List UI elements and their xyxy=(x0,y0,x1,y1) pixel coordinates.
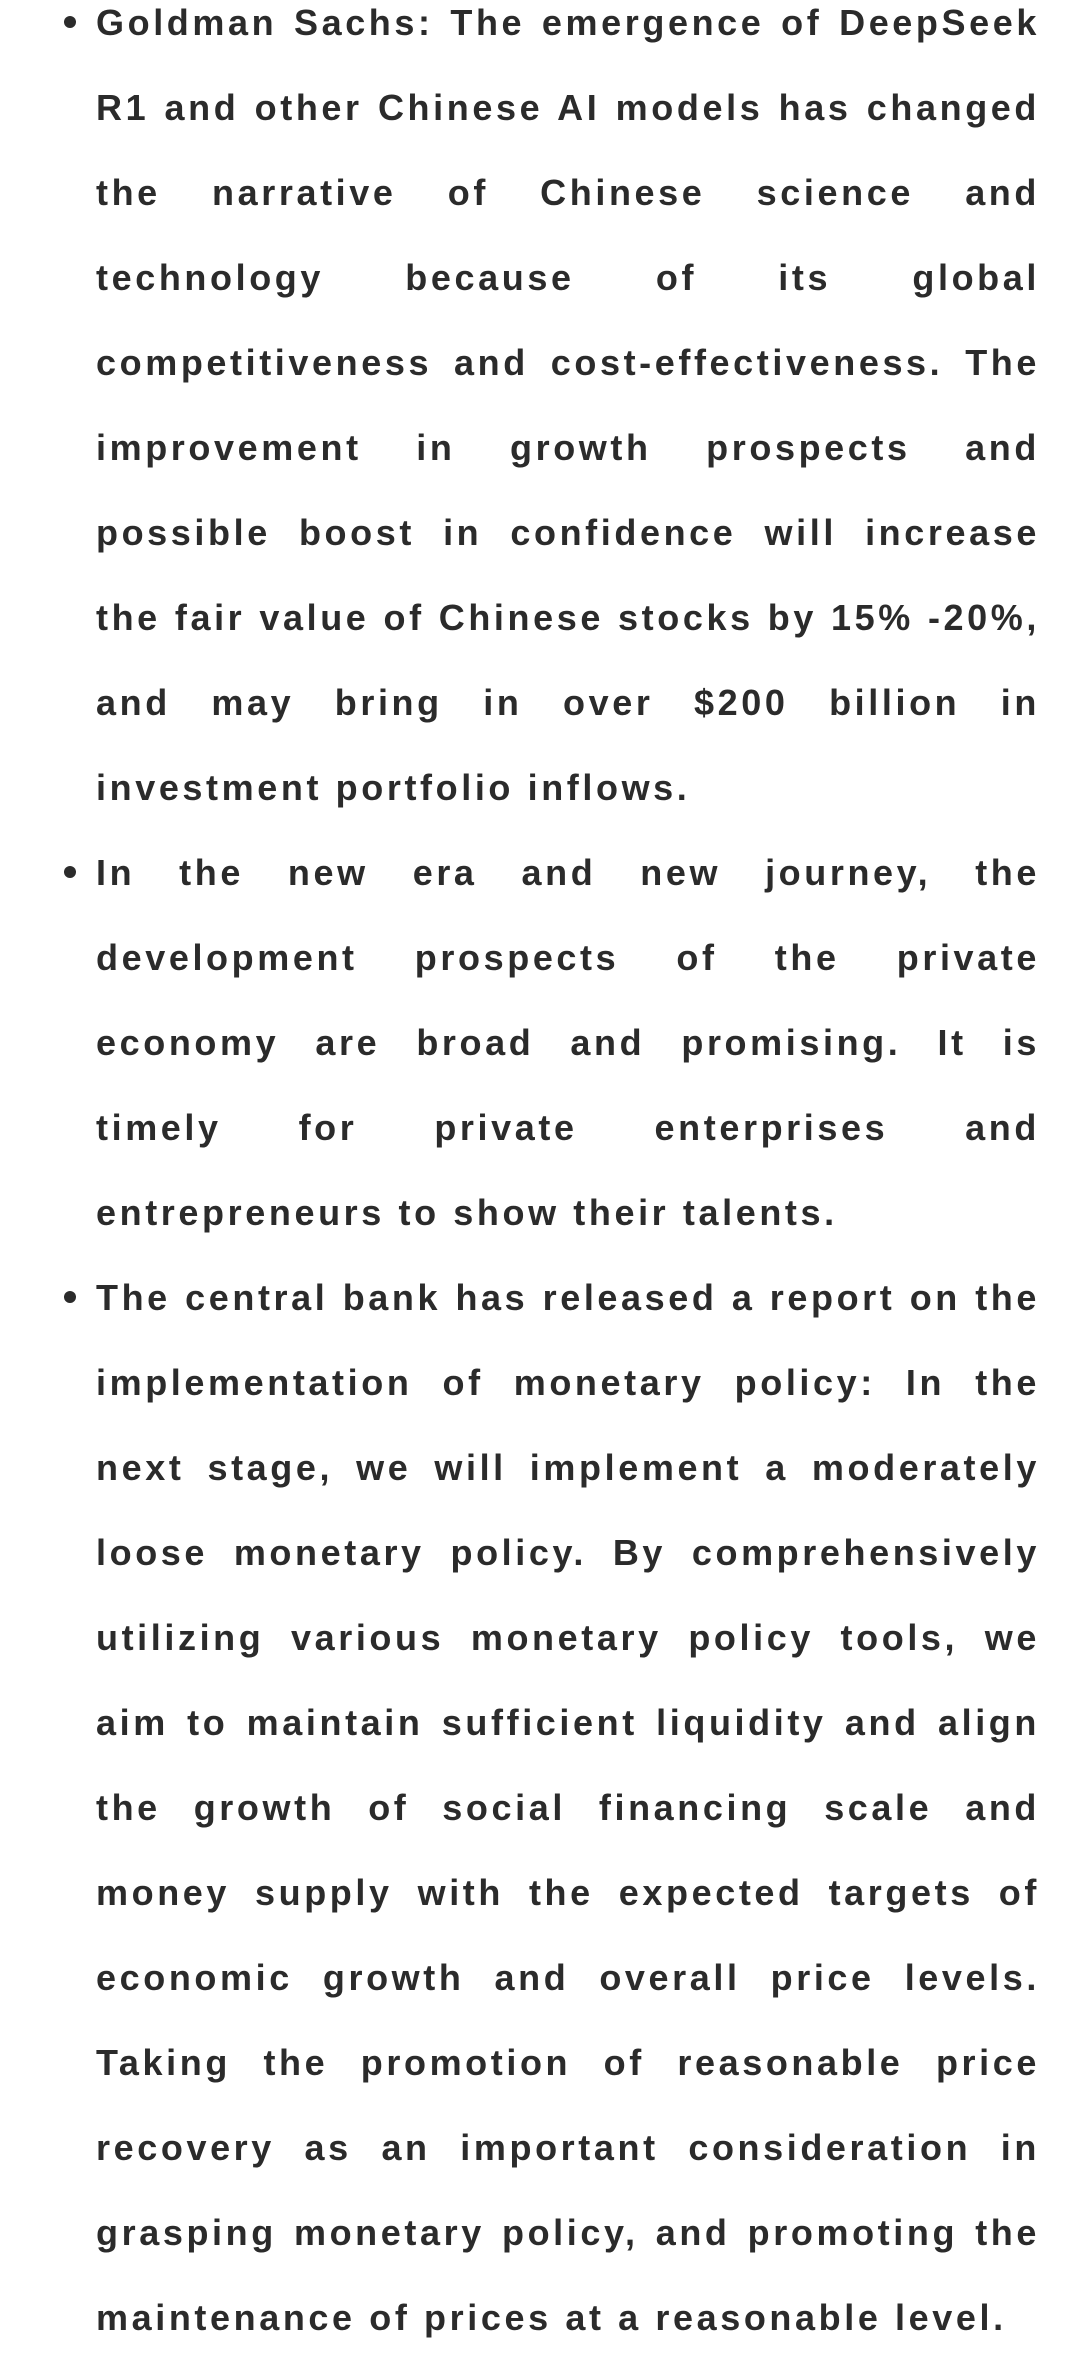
bullet-dot-icon xyxy=(64,16,76,28)
list-item xyxy=(0,1255,1040,2360)
bullet-dot-icon xyxy=(64,1291,76,1303)
bullet-dot-icon xyxy=(64,866,76,878)
bullet-text: The central bank has released a report on the implementation of monetary policy: In the next stage, we will implement a moderately loose monetary policy. By comprehensively utilizing various monetary policy tools, we aim to maintain sufficient liquidity and align the growth of social financing scale and money supply with the expected targets of economic growth and overall price levels. Taking the promotion of reasonable price recovery as an important consideration in grasping monetary policy, and promoting the maintenance of prices at a reasonable level. xyxy=(96,1277,1040,2338)
list-item xyxy=(0,0,1040,830)
list-item xyxy=(0,830,1040,1255)
bullet-text: In the new era and new journey, the development prospects of the private economy are broad and promising. It is timely for private enterprises and entrepreneurs to show their talents. xyxy=(96,852,1040,1233)
bullet-text: Goldman Sachs: The emergence of DeepSeek R1 and other Chinese AI models has changed the narrative of Chinese science and technology because of its global competitiveness and cost-effectiveness. The improvement in growth prospects and possible boost in confidence will increase the fair value of Chinese stocks by 15% -20%, and may bring in over $200 billion in investment portfolio inflows. xyxy=(96,2,1040,808)
